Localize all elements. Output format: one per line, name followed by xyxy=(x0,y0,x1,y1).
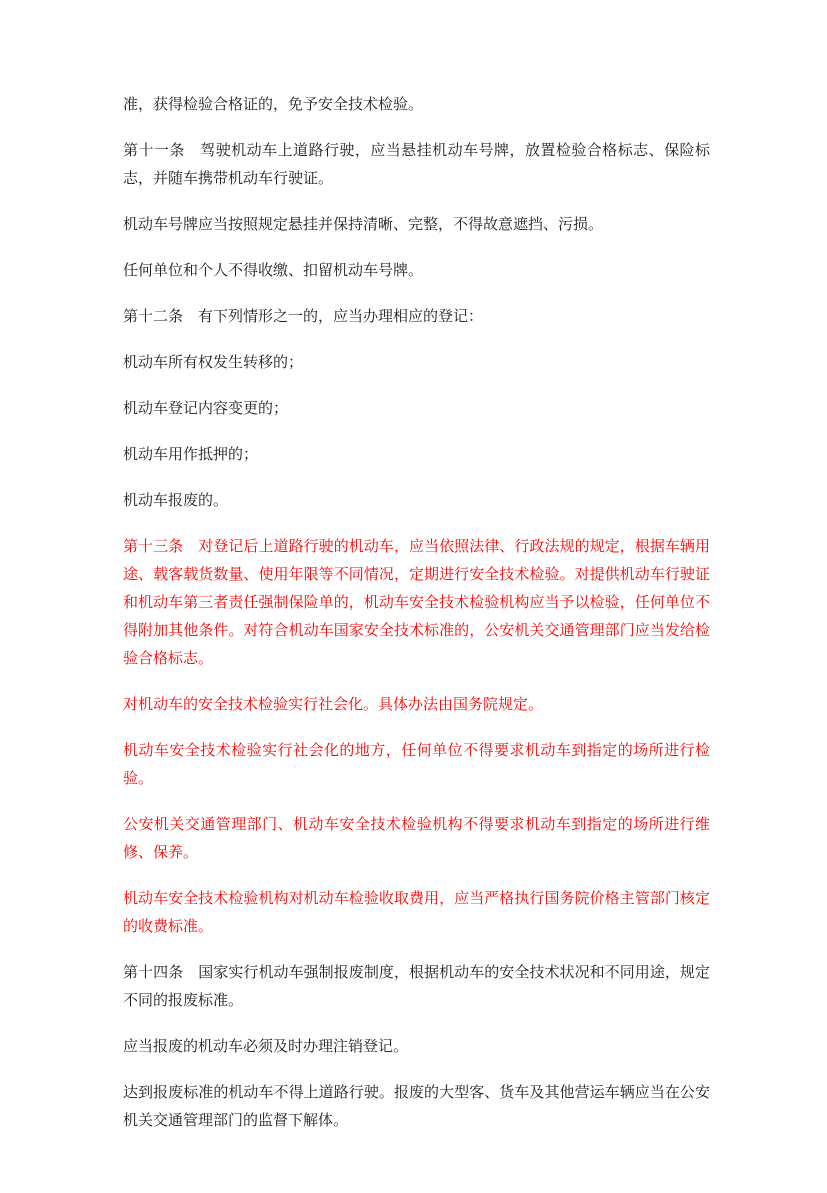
article-12-item-3: 机动车用作抵押的； xyxy=(123,447,259,463)
article-12: 第十二条 有下列情形之一的，应当办理相应的登记： xyxy=(123,309,484,325)
article-13-para-4: 公安机关交通管理部门、机动车安全技术检验机构不得要求机动车到指定的场所进行维修、保养。 xyxy=(123,817,710,861)
article-11-para-3: 任何单位和个人不得收缴、扣留机动车号牌。 xyxy=(123,263,424,279)
article-11: 第十一条 驾驶机动车上道路行驶，应当悬挂机动车号牌，放置检验合格标志、保险标志，并随车携带机动车行驶证。 xyxy=(123,143,710,187)
article-11-para-2: 机动车号牌应当按照规定悬挂并保持清晰、完整，不得故意遮挡、污损。 xyxy=(123,217,604,233)
article-13: 第十三条 对登记后上道路行驶的机动车，应当依照法律、行政法规的规定，根据车辆用途、载客载货数量、使用年限等不同情况，定期进行安全技术检验。对提供机动车行驶证和机动车第三者责任强制保险单的，机动车安全技术检验机构应当予以检验，任何单位不得附加其他条件。对符合机动车国家安全技术标准的，公安机关交通管理部门应当发给检验合格标志。 xyxy=(123,539,710,667)
article-12-item-4: 机动车报废的。 xyxy=(123,493,229,509)
article-14-para-3: 达到报废标准的机动车不得上道路行驶。报废的大型客、货车及其他营运车辆应当在公安机关交通管理部门的监督下解体。 xyxy=(123,1085,710,1129)
article-13-para-5: 机动车安全技术检验机构对机动车检验收取费用，应当严格执行国务院价格主管部门核定的收费标准。 xyxy=(123,891,710,935)
article-14-para-2: 应当报废的机动车必须及时办理注销登记。 xyxy=(123,1039,409,1055)
article-13-para-2: 对机动车的安全技术检验实行社会化。具体办法由国务院规定。 xyxy=(123,697,544,713)
article-12-item-2: 机动车登记内容变更的； xyxy=(123,401,289,417)
article-12-item-1: 机动车所有权发生转移的； xyxy=(123,355,304,371)
paragraph-continuation: 准，获得检验合格证的，免予安全技术检验。 xyxy=(123,97,424,113)
article-14: 第十四条 国家实行机动车强制报废制度，根据机动车的安全技术状况和不同用途，规定不同的报废标准。 xyxy=(123,965,710,1009)
article-13-para-3: 机动车安全技术检验实行社会化的地方，任何单位不得要求机动车到指定的场所进行检验。 xyxy=(123,743,710,787)
